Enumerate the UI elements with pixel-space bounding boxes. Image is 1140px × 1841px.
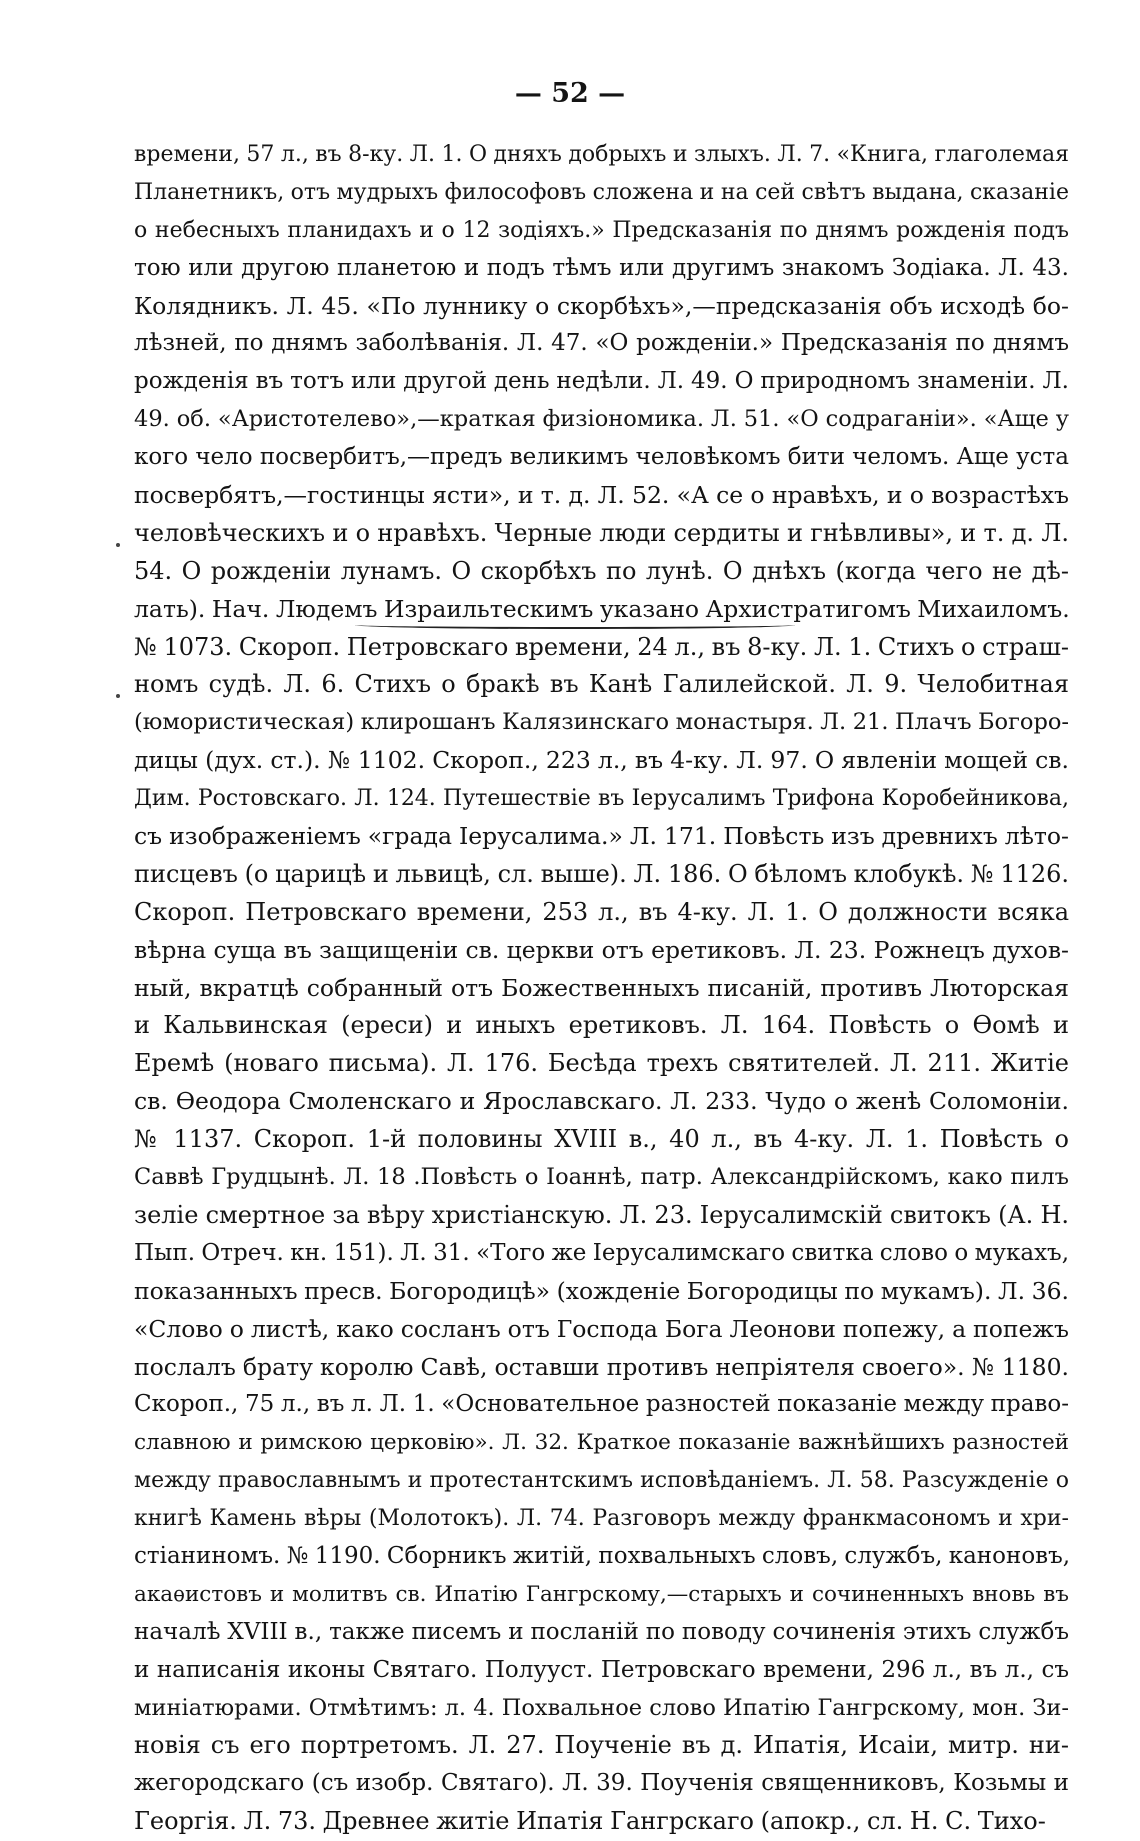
text-line: времени, 57 л., въ 8-ку. Л. 1. О дняхъ добрыхъ и злыхъ. Л. 7. «Книга, глаголемая xyxy=(134,142,1069,167)
text-line: акаѳистовъ и молитвъ св. Ипатію Гангрскому,—старыхъ и сочиненныхъ вновь въ xyxy=(134,1581,1069,1607)
text-line: лѣзней, по днямъ заболѣванія. Л. 47. «О рожденіи.» Предсказанія по днямъ xyxy=(134,330,1069,357)
text-line: показанныхъ пресв. Богородицѣ» (хожденіе Богородицы по мукамъ). Л. 36. xyxy=(134,1276,1069,1305)
pencil-underline-mark xyxy=(355,621,795,629)
page-number: — 52 — xyxy=(514,78,626,109)
text-line: книгѣ Камень вѣры (Молотокъ). Л. 74. Разговоръ между франкмасономъ и хри- xyxy=(134,1506,1069,1532)
text-line: началѣ XVIII в., также писемъ и посланій по поводу сочиненія этихъ службъ xyxy=(134,1618,1069,1645)
text-line: номъ судѣ. Л. 6. Стихъ о бракѣ въ Канѣ Галилейской. Л. 9. Челобитная xyxy=(134,670,1069,699)
text-line: св. Ѳеодора Смоленскаго и Ярославскаго. Л. 233. Чудо о женѣ Соломоніи. xyxy=(134,1087,1069,1116)
text-line: стіаниномъ. № 1190. Сборникъ житій, похвальныхъ словъ, службъ, каноновъ, xyxy=(134,1542,1071,1569)
text-line: Пып. Отреч. кн. 151). Л. 31. «Того же Іерусалимскаго свитка слово о мукахъ, xyxy=(134,1239,1069,1266)
text-line: славною и римскою церковію». Л. 32. Краткое показаніе важнѣйшихъ разностей xyxy=(134,1430,1069,1456)
text-line: Георгія. Л. 73. Древнее житіе Ипатія Гангрскаго (апокр., сл. Н. С. Тихо- xyxy=(134,1807,1046,1836)
text-line: 49. об. «Аристотелево»,—краткая физіономика. Л. 51. «О содраганіи». «Аще у xyxy=(134,406,1069,433)
stray-ink-dot xyxy=(116,694,120,698)
text-line: 54. О рожденіи лунамъ. О скорбѣхъ по лунѣ. О днѣхъ (когда чего не дѣ- xyxy=(134,556,1069,585)
text-line: Еремѣ (новаго письма). Л. 176. Бесѣда трехъ святителей. Л. 211. Житіе xyxy=(134,1049,1069,1078)
text-line: тою или другою планетою и подъ тѣмъ или другимъ знакомъ Зодіака. Л. 43. xyxy=(134,254,1069,281)
text-line: человѣческихъ и о нравѣхъ. Черные люди сердиты и гнѣвливы», и т. д. Л. xyxy=(134,518,1069,547)
text-line: № 1137. Скороп. 1-й половины XVIII в., 40 л., въ 4-ку. Л. 1. Повѣсть о xyxy=(134,1125,1069,1154)
text-line: миніатюрами. Отмѣтимъ: л. 4. Похвальное слово Ипатію Гангрскому, мон. Зи- xyxy=(134,1694,1069,1721)
text-line: Дим. Ростовскаго. Л. 124. Путешествіе въ Іерусалимъ Трифона Коробейникова, xyxy=(134,786,1069,812)
text-line: вѣрна суща въ защищеніи св. церкви отъ еретиковъ. Л. 23. Рожнецъ духов- xyxy=(134,935,1069,964)
text-line: № 1073. Скороп. Петровскаго времени, 24 л., въ 8-ку. Л. 1. Стихъ о страш- xyxy=(134,632,1069,661)
text-line: дицы (дух. ст.). № 1102. Скороп., 223 л., въ 4-ку. Л. 97. О явленіи мощей св. xyxy=(134,746,1069,775)
text-line: Планетникъ, отъ мудрыхъ философовъ сложена и на сей свѣтъ выдана, сказаніе xyxy=(134,179,1069,205)
text-line: и написанія иконы Святаго. Полууст. Петровскаго времени, 296 л., въ л., съ xyxy=(134,1656,1069,1683)
text-line: кого чело посвербитъ,—предъ великимъ человѣкомъ бити челомъ. Аще уста xyxy=(134,444,1069,471)
text-line: «Слово о листѣ, како сосланъ отъ Господа Бога Леонови попежу, а попежъ xyxy=(134,1314,1069,1343)
text-line: Скороп., 75 л., въ л. Л. 1. «Основательное разностей показаніе между право- xyxy=(134,1391,1069,1418)
text-line: съ изображеніемъ «града Іерусалима.» Л. 171. Повѣсть изъ древнихъ лѣто- xyxy=(134,822,1069,851)
text-line: между православнымъ и протестантскимъ исповѣданіемъ. Л. 58. Разсужденіе о xyxy=(134,1468,1069,1494)
body-text xyxy=(134,136,1069,1841)
text-line: зеліе смертное за вѣру христіанскую. Л. 23. Іерусалимскій свитокъ (А. Н. xyxy=(134,1200,1069,1229)
text-line: (юмористическая) клирошанъ Калязинскаго монастыря. Л. 21. Плачъ Богоро- xyxy=(134,709,1069,736)
text-line: лать). Нач. Людемъ Израильтескимъ указано Архистратигомъ Михаиломъ. xyxy=(134,594,1070,623)
text-line: новія съ его портретомъ. Л. 27. Поученіе въ д. Ипатія, Исаіи, митр. ни- xyxy=(134,1731,1069,1760)
stray-ink-dot xyxy=(116,543,120,547)
text-line: посвербятъ,—гостинцы ясти», и т. д. Л. 52. «А се о нравѣхъ, и о возрастѣхъ xyxy=(134,481,1069,510)
text-line: Колядникъ. Л. 45. «По луннику о скорбѣхъ»,—предсказанія объ исходѣ бо- xyxy=(134,291,1069,320)
text-line: ный, вкратцѣ собранный отъ Божественныхъ писаній, противъ Люторская xyxy=(134,973,1069,1002)
text-line: Саввѣ Грудцынѣ. Л. 18 .Повѣсть о Іоаннѣ, патр. Александрійскомъ, како пилъ xyxy=(134,1164,1069,1191)
text-line: о небесныхъ планидахъ и о 12 зодіяхъ.» Предсказанія по днямъ рожденія подъ xyxy=(134,217,1069,243)
text-line: рожденія въ тотъ или другой день недѣли. Л. 49. О природномъ знаменіи. Л. xyxy=(134,368,1069,395)
text-line: и Кальвинская (ереси) и иныхъ еретиковъ. Л. 164. Повѣсть о Ѳомѣ и xyxy=(134,1011,1069,1040)
text-line: послалъ брату королю Савѣ, оставши противъ непріятеля своего». № 1180. xyxy=(134,1352,1069,1381)
text-line: жегородскаго (съ изобр. Святаго). Л. 39. Поученія священниковъ, Козьмы и xyxy=(134,1770,1069,1797)
text-line: Скороп. Петровскаго времени, 253 л., въ 4-ку. Л. 1. О должности всяка xyxy=(134,897,1069,926)
text-line: писцевъ (о царицѣ и львицѣ, сл. выше). Л. 186. О бѣломъ клобукѣ. № 1126. xyxy=(134,859,1069,888)
